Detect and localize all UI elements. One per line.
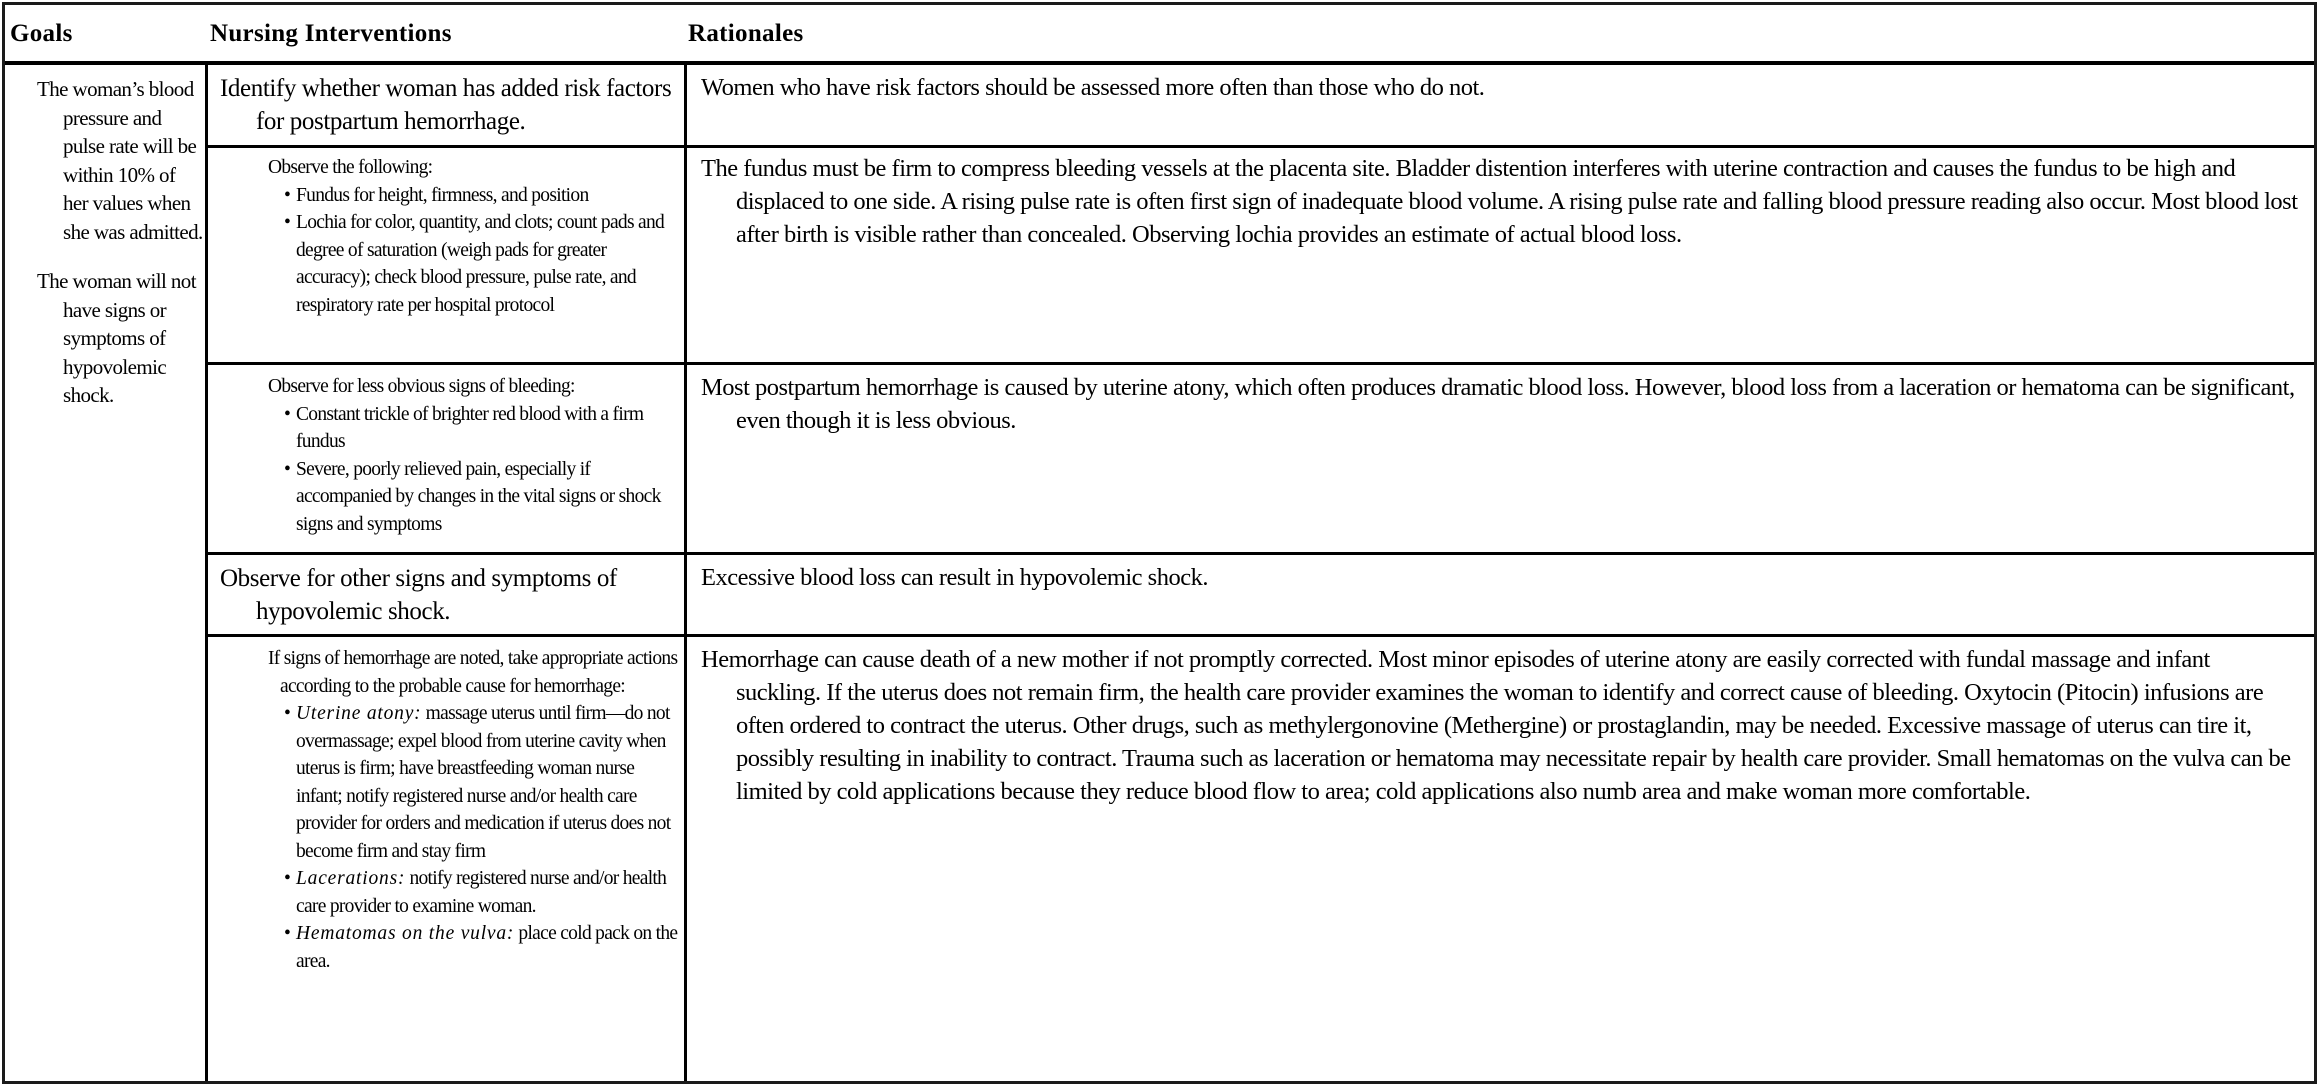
- bullet-text: notify registered nurse and/or health care provider to examine woman.: [296, 868, 667, 917]
- table-row: [208, 555, 2314, 637]
- rationale-text: Most postpartum hemorrhage is caused by uterine atony, which often produces dramatic blood loss. However, blood loss from a laceration or hematoma can be significant, even though it is less obvious.: [701, 374, 2295, 434]
- bullet-text: Constant trickle of brighter red blood with a firm fundus: [296, 403, 644, 452]
- intervention-cell: [208, 637, 687, 1081]
- intervention-bullet: [282, 209, 678, 319]
- rationale-cell: [690, 637, 2314, 1081]
- goal-item: The woman will not have signs or symptoms of hypovolemic shock.: [37, 269, 196, 407]
- intervention-cell: [208, 65, 687, 145]
- table-row: [208, 65, 2314, 148]
- rationale-text: The fundus must be firm to compress bleeding vessels at the placenta site. Bladder distention interferes with uterine contraction and causes the fundus to be high and displaced to one side. A rising pulse rate is often first sign of inadequate blood volume. A rising pulse rate and falling blood pressure reading also occur. Most blood lost after birth is visible rather than concealed. Observing lochia provides an estimate of actual blood loss.: [701, 155, 2298, 248]
- rationale-text: Women who have risk factors should be assessed more often than those who do not.: [701, 74, 1485, 101]
- intervention-bullet: [282, 182, 678, 210]
- table-header: [5, 5, 2314, 65]
- rationale-cell: [690, 65, 2314, 145]
- intervention-list: [208, 365, 684, 538]
- intervention-lead: If signs of hemorrhage are noted, take appropriate actions according to the probable cause for hemorrhage:: [268, 648, 678, 697]
- intervention-lead: Observe the following:: [268, 157, 433, 178]
- intervention-text: Observe for other signs and symptoms of hypovolemic shock.: [220, 565, 617, 625]
- intervention-bullet: [282, 920, 678, 975]
- rationale-cell: [690, 555, 2314, 634]
- bullet-text: Lochia for color, quantity, and clots; count pads and degree of saturation (weigh pads for greater accuracy); check blood pressure, pulse rate, and respiratory rate per hospital protocol: [296, 212, 665, 316]
- rationale-cell: [690, 365, 2314, 552]
- bullet-text: massage uterus until firm—do not overmassage; expel blood from uterine cavity when uterus is firm; have breastfeeding woman nurse infant; notify registered nurse and/or health care provider for orders and medication if uterus does not become firm and stay firm: [296, 703, 671, 862]
- header-nursing-interventions: Nursing Interventions: [210, 20, 452, 47]
- goal-item: The woman’s blood pressure and pulse rate will be within 10% of her values when she was admitted.: [37, 77, 203, 244]
- table-row: [208, 637, 2314, 1081]
- rationale-text: Excessive blood loss can result in hypovolemic shock.: [701, 564, 1208, 591]
- intervention-cell: [208, 555, 687, 634]
- header-goals: Goals: [10, 20, 73, 47]
- bullet-label: Hematomas on the vulva:: [296, 923, 515, 944]
- bullet-label: Lacerations:: [296, 868, 406, 889]
- rationale-text: Hemorrhage can cause death of a new mother if not promptly corrected. Most minor episodes of uterine atony are easily corrected with fundal massage and infant suckling. If the uterus does not remain firm, the health care provider examines the woman to identify and correct cause of bleeding. Oxytocin (Pitocin) infusions are often ordered to contract the uterus. Other drugs, such as methylergonovine (Methergine) or prostaglandin, may be needed. Excessive massage of uterus can tire it, possibly resulting in inability to contract. Trauma such as laceration or hematoma may necessitate repair by health care provider. Small hematomas on the vulva can be limited by cold applications because they reduce blood flow to area; cold applications also numb area and make woman more comfortable.: [701, 646, 2291, 805]
- table-row: [208, 365, 2314, 555]
- goals-column: [5, 65, 208, 1081]
- bullet-label: Uterine atony:: [296, 703, 422, 724]
- intervention-lead: Observe for less obvious signs of bleeding:: [268, 376, 575, 397]
- care-plan-table: [2, 2, 2317, 1084]
- intervention-cell: [208, 365, 687, 552]
- bullet-text: Fundus for height, firmness, and position: [296, 184, 589, 206]
- rationale-cell: [690, 146, 2314, 362]
- bullet-text: Severe, poorly relieved pain, especially if accompanied by changes in the vital signs or shock signs and symptoms: [296, 458, 661, 535]
- intervention-cell: [208, 146, 687, 362]
- intervention-bullet: [282, 456, 678, 539]
- intervention-text: Identify whether woman has added risk factors for postpartum hemorrhage.: [220, 75, 672, 135]
- intervention-bullet: [282, 865, 678, 920]
- intervention-bullet: [282, 700, 678, 865]
- table-row: [208, 146, 2314, 365]
- intervention-list: [208, 146, 684, 319]
- intervention-list: [208, 637, 684, 975]
- header-rationales: Rationales: [688, 20, 804, 47]
- intervention-bullet: [282, 401, 678, 456]
- bullet-text: place cold pack on the area.: [296, 923, 678, 972]
